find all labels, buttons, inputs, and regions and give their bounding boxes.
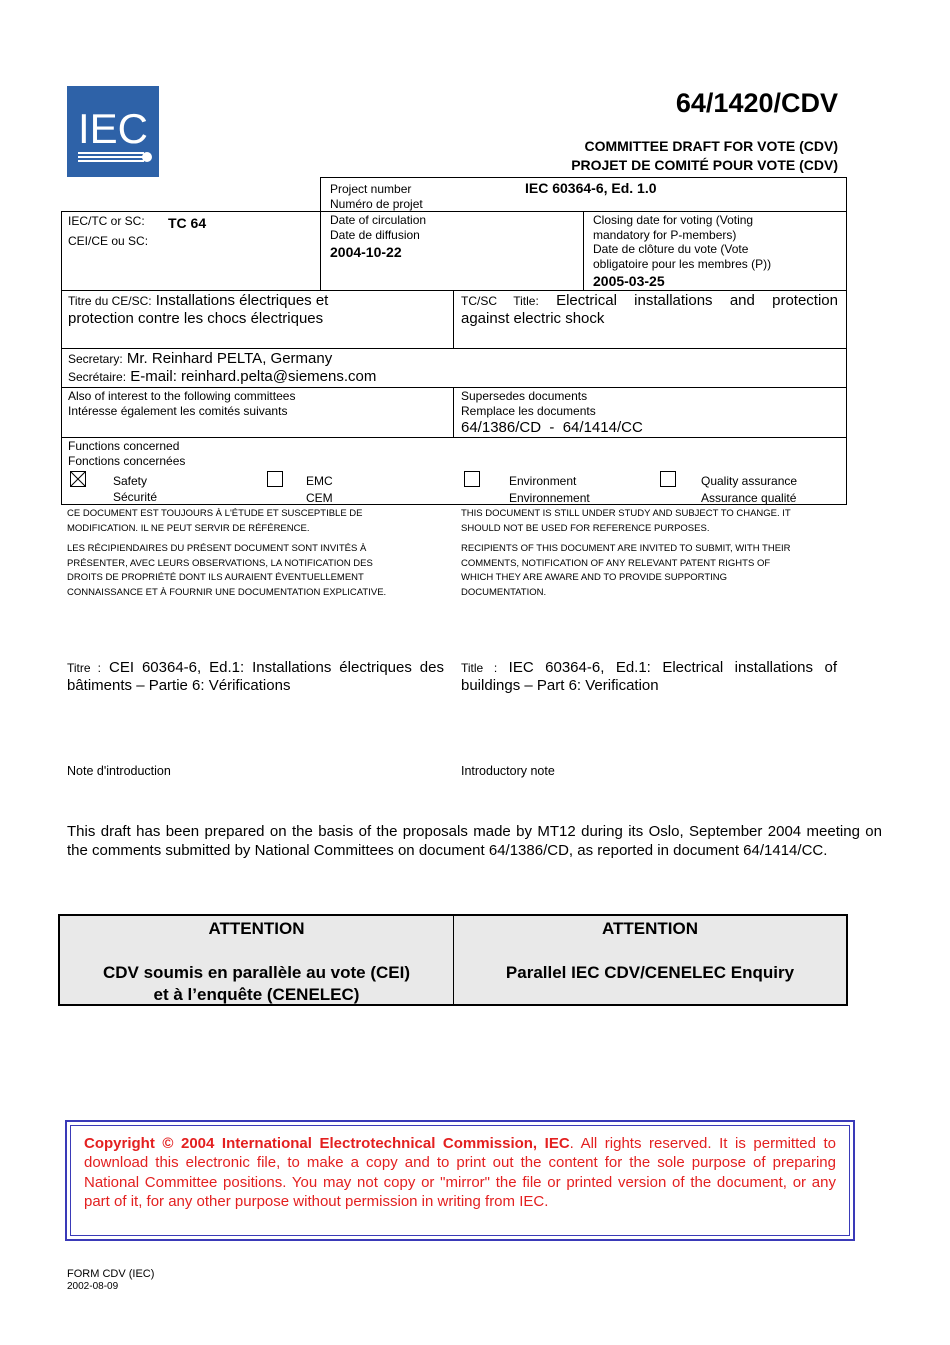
notice-fr-1 <box>67 507 363 536</box>
tc-title-en-value-1: Electrical installations and protection <box>556 292 838 309</box>
document-title-fr-value: CEI 60364-6, Ed.1: Installations électriques des bâtiments – Partie 6: Vérifications <box>67 659 444 694</box>
notice-fr-2-line-2: PRÉSENTER, AVEC LEURS OBSERVATIONS, LA NOTIFICATION DES <box>67 557 373 569</box>
tc-title-fr-value-2: protection contre les chocs électriques <box>68 310 324 327</box>
committee-label-en: IEC/TC or SC: <box>68 214 145 228</box>
intro-note-label-fr: Note d'introduction <box>67 764 171 778</box>
attention-en-heading: ATTENTION <box>601 919 698 938</box>
secretary-label-fr: Secrétaire: <box>68 370 127 384</box>
committee-label-fr: CEI/CE ou SC: <box>68 234 149 248</box>
functions-label-fr: Fonctions concernées <box>68 453 186 468</box>
notice-fr-2-line-3: DROITS DE PROPRIÉTÉ DONT ILS AURAIENT ÉVENTUELLEMENT <box>67 572 364 583</box>
document-title-fr <box>67 659 444 695</box>
document-number: 64/1420/CDV <box>675 88 838 118</box>
draft-type-en: COMMITTEE DRAFT FOR VOTE (CDV) <box>584 138 838 154</box>
draft-type-fr: PROJET DE COMITÉ POUR VOTE (CDV) <box>571 157 838 173</box>
circulation-label-en: Date of circulation <box>330 213 427 227</box>
project-number-box <box>320 177 847 212</box>
project-number-value: IEC 60364-6, Ed. 1.0 <box>525 180 657 196</box>
secretary-value: Mr. Reinhard PELTA, Germany <box>126 350 333 367</box>
tc-title-row <box>61 290 847 349</box>
copyright-text <box>70 1125 850 1236</box>
attention-en-line-1: Parallel IEC CDV/CENELEC Enquiry <box>505 963 795 982</box>
environment-label-en: Environment <box>509 474 577 488</box>
secretary-line <box>68 350 332 368</box>
closing-label-1: Closing date for voting (Voting <box>593 213 754 227</box>
tc-title-fr <box>68 292 448 310</box>
environment-checkbox[interactable] <box>464 471 480 487</box>
tc-title-en-label: TC/SC Title: <box>461 294 539 308</box>
tc-title-fr-value-1: Installations électriques et <box>155 292 329 309</box>
quality-assurance-label-en: Quality assurance <box>701 474 798 488</box>
secretary-label-en: Secretary: <box>68 352 123 366</box>
iec-logo <box>67 86 159 177</box>
iec-logo-text: IEC <box>77 105 149 152</box>
interest-label-en: Also of interest to the following committees <box>68 389 296 403</box>
intro-body-text: This draft has been prepared on the basis of the proposals made by MT12 during its Oslo, September 2004 meeting on the comments submitted by National Committees on document 64/1386/CD, as reported in document 64/1414/CC. <box>67 823 882 859</box>
attention-fr-line-1: CDV soumis en parallèle au vote (CEI) <box>102 963 411 982</box>
emc-label-fr: CEM <box>306 491 333 505</box>
tc-title-en-value-2: against electric shock <box>461 310 605 327</box>
circulation-date: 2004-10-22 <box>330 244 402 260</box>
interest-label-fr: Intéresse également les comités suivants <box>68 403 288 418</box>
functions-label-en: Functions concerned <box>68 439 180 453</box>
closing-date: 2005-03-25 <box>593 273 665 289</box>
document-title-en <box>461 659 837 695</box>
notice-fr-2-line-1: LES RÉCIPIENDAIRES DU PRÉSENT DOCUMENT SONT INVITÉS À <box>67 543 367 554</box>
environment-label-fr: Environnement <box>509 491 590 505</box>
safety-label-fr: Sécurité <box>113 490 158 504</box>
secretary-email-line <box>68 368 376 386</box>
footer-date: 2002-08-09 <box>67 1281 119 1292</box>
notice-fr-1-line-1: CE DOCUMENT EST TOUJOURS À L'ÉTUDE ET SUSCEPTIBLE DE <box>67 508 363 519</box>
notice-en-1-line-2: SHOULD NOT BE USED FOR REFERENCE PURPOSES. <box>461 522 710 534</box>
notice-fr-2-line-4: CONNAISSANCE ET À FOURNIR UNE DOCUMENTATION EXPLICATIVE. <box>67 586 387 598</box>
attention-fr <box>60 916 453 1004</box>
supersedes-value: 64/1386/CD - 64/1414/CC <box>461 419 643 436</box>
document-title-en-value: IEC 60364-6, Ed.1: Electrical installations of buildings – Part 6: Verification <box>461 659 837 694</box>
copyright-bold: Copyright © 2004 International Electrotechnical Commission, IEC <box>84 1135 570 1152</box>
secretary-email[interactable]: E-mail: reinhard.pelta@siemens.com <box>130 368 377 385</box>
notice-en-1-line-1: THIS DOCUMENT IS STILL UNDER STUDY AND SUBJECT TO CHANGE. IT <box>461 508 791 519</box>
supersedes-label-en: Supersedes documents <box>461 389 588 403</box>
attention-fr-line-2: et à l’enquête (CENELEC) <box>153 985 360 1004</box>
footer-form: FORM CDV (IEC) <box>67 1268 155 1280</box>
functions-row <box>61 437 847 505</box>
circulation-label-fr: Date de diffusion <box>330 228 420 242</box>
copyright-rest: . All rights reserved. It is permitted to download this electronic file, to make a copy and to print out the content for the sole purpose of preparing National Committee positions. You may not copy or "mirror" the file or printed version of the document, or any part of it, for any other purpose without permission in writing from IEC. <box>84 1135 836 1210</box>
attention-fr-heading: ATTENTION <box>208 919 305 938</box>
emc-label-en: EMC <box>306 474 333 488</box>
tc-title-en <box>461 292 838 310</box>
closing-label-4: obligatoire pour les membres (P)) <box>593 256 772 271</box>
project-number-label-fr: Numéro de projet <box>330 197 423 211</box>
quality-assurance-checkbox[interactable] <box>660 471 676 487</box>
notice-fr-2 <box>67 542 386 600</box>
notice-en-2 <box>461 542 791 600</box>
attention-en <box>454 916 846 1004</box>
project-number-label-en: Project number <box>330 182 412 196</box>
copyright-box <box>65 1120 855 1241</box>
intro-note-label-en: Introductory note <box>461 764 555 778</box>
closing-label-2: mandatory for P-members) <box>593 227 737 242</box>
notice-en-2-line-4: DOCUMENTATION. <box>461 586 547 598</box>
document-title-fr-label: Titre : <box>67 661 102 675</box>
notice-en-2-line-3: WHICH THEY ARE AWARE AND TO PROVIDE SUPPORTING <box>461 572 728 583</box>
notice-fr-1-line-2: MODIFICATION. IL NE PEUT SERVIR DE RÉFÉRENCE. <box>67 522 310 534</box>
closing-label-3: Date de clôture du vote (Vote <box>593 242 749 256</box>
notice-en-1 <box>461 507 791 536</box>
safety-checkbox[interactable] <box>70 471 86 487</box>
notice-en-2-line-1: RECIPIENTS OF THIS DOCUMENT ARE INVITED TO SUBMIT, WITH THEIR <box>461 543 791 554</box>
notice-en-2-line-2: COMMENTS, NOTIFICATION OF ANY RELEVANT PATENT RIGHTS OF <box>461 557 771 569</box>
quality-assurance-label-fr: Assurance qualité <box>701 491 797 505</box>
attention-box <box>58 914 848 1006</box>
committee-value: TC 64 <box>168 215 207 231</box>
emc-checkbox[interactable] <box>267 471 283 487</box>
tc-title-fr-label: Titre du CE/SC: <box>68 294 152 308</box>
document-title-en-label: Title : <box>461 661 498 675</box>
safety-label-en: Safety <box>113 474 148 488</box>
committee-dates-row <box>61 211 847 291</box>
secretary-row <box>61 348 847 388</box>
supersedes-label-fr: Remplace les documents <box>461 403 596 418</box>
interest-supersedes-row <box>61 387 847 438</box>
